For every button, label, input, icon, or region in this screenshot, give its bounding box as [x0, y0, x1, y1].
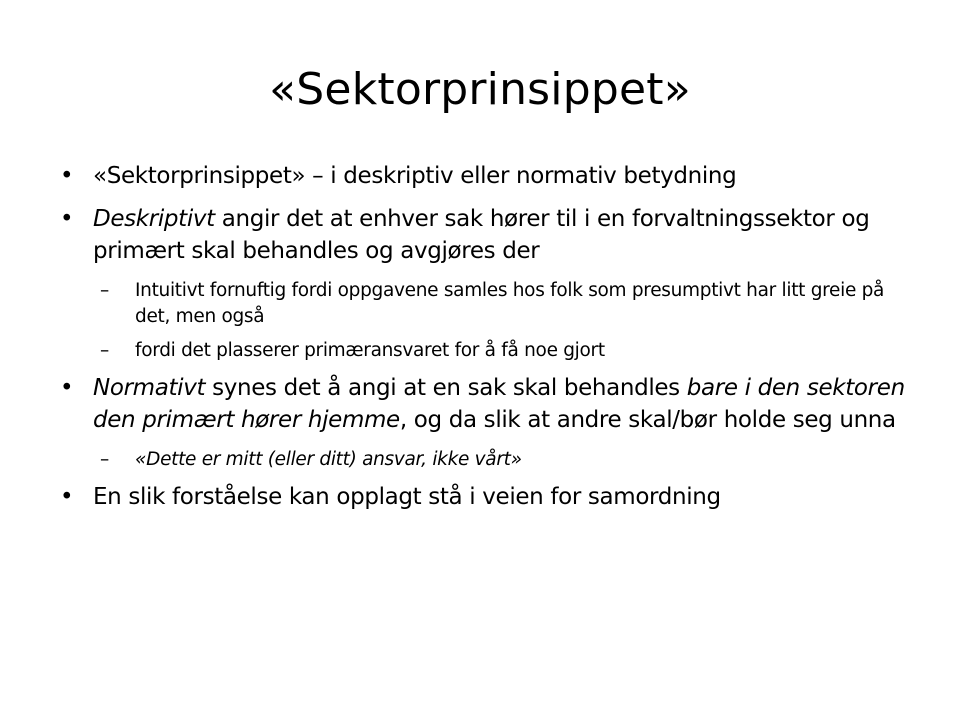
bullet-item	[60, 203, 920, 267]
sub-bullet-text: Intuitivt fornuftig fordi oppgavene samles hos folk som presumptivt har litt greie på det, men også	[135, 280, 885, 327]
sub-bullet-marker: –	[100, 280, 109, 301]
bullet-list	[60, 160, 920, 524]
bullet-lead-italic: Deskriptivt	[93, 206, 215, 232]
bullet-item	[60, 372, 920, 436]
bullet-text-a: synes det å angi at en sak skal behandles	[205, 375, 687, 401]
bullet-text: «Sektorprinsippet» – i deskriptiv eller normativ betydning	[93, 163, 737, 189]
bullet-item	[60, 160, 920, 192]
bullet-item	[60, 481, 920, 513]
bullet-lead-italic: Normativt	[93, 375, 206, 401]
sub-bullet-marker: –	[100, 449, 109, 470]
sub-bullet-marker: –	[100, 340, 109, 361]
sub-bullet-item	[60, 447, 920, 473]
bullet-text: En slik forståelse kan opplagt stå i veien for samordning	[93, 484, 721, 510]
bullet-marker: •	[60, 484, 74, 510]
sub-bullet-item	[60, 338, 920, 364]
sub-bullet-text-italic: «Dette er mitt (eller ditt) ansvar, ikke vårt»	[135, 449, 522, 470]
slide-title: «Sektorprinsippet»	[269, 64, 691, 115]
bullet-text-b: , og da slik at andre skal/bør holde seg unna	[399, 407, 896, 433]
bullet-mid-italic: bare i den sektoren den primært hører hjemme	[93, 375, 905, 433]
bullet-marker: •	[60, 163, 74, 189]
bullet-marker: •	[60, 206, 74, 232]
bullet-text: angir det at enhver sak hører til i en forvaltningssektor og primært skal behandles og avgjøres der	[93, 206, 870, 264]
sub-bullet-item	[60, 278, 920, 330]
bullet-marker: •	[60, 375, 74, 401]
sub-bullet-text: fordi det plasserer primæransvaret for å få noe gjort	[135, 340, 605, 361]
